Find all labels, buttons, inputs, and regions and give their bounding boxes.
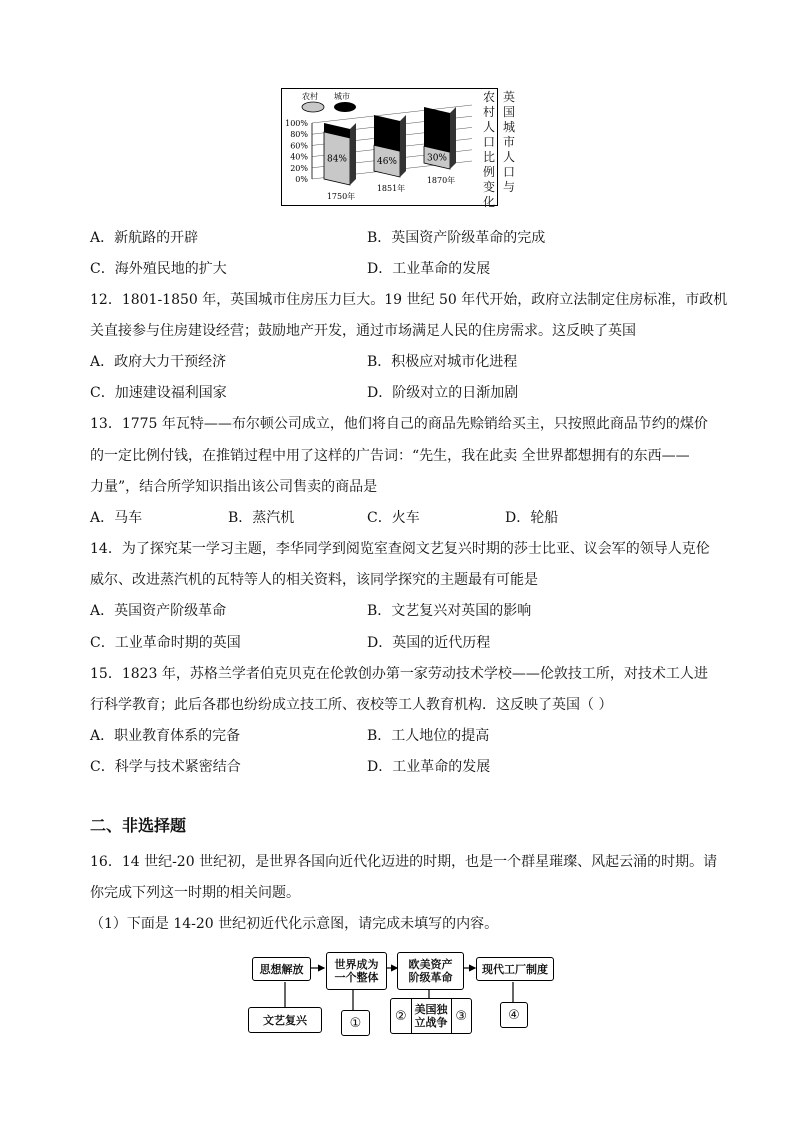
chart-title-col1: 英国城市人口与 — [503, 90, 516, 194]
diagram-box-thought-liberation: 思想解放 — [252, 957, 311, 981]
section-title: 二、非选择题 — [90, 816, 187, 835]
q12-option-a[interactable]: A．政府大力干预经济 — [90, 354, 227, 370]
q13-option-a[interactable]: A．马车 — [90, 510, 143, 526]
q14-option-a[interactable]: A．英国资产阶级革命 — [90, 603, 227, 619]
diagram-group-revolutions — [390, 998, 472, 1034]
q14-stem-line1: 14．为了探究某一学习主题，李华同学到阅览室查阅文艺复兴时期的莎士比亚、议会军的领导人克伦 — [90, 541, 710, 557]
q12-stem-line2: 关直接参与住房建设经营；鼓励地产开发，通过市场满足人民的住房需求。这反映了英国 — [90, 323, 636, 339]
diagram-blank-2[interactable]: ② — [395, 1008, 407, 1024]
q14-option-c[interactable]: C．工业革命时期的英国 — [90, 635, 241, 651]
diagram-box-renaissance: 文艺复兴 — [248, 1007, 322, 1033]
legend-rural-label: 农村 — [302, 92, 318, 101]
diagram-box-american-independence: 美国独 立战争 — [411, 999, 452, 1033]
urban-rural-population-chart — [281, 88, 498, 206]
x-category-label-2: 1870年 — [426, 176, 456, 185]
q14-stem-line2: 威尔、改进蒸汽机的瓦特等人的相关资料，该同学探究的主题最有可能是 — [90, 572, 538, 588]
q13-option-b[interactable]: B．蒸汽机 — [228, 510, 295, 526]
q12-option-b[interactable]: B．积极应对城市化进程 — [367, 354, 518, 370]
q11-option-b[interactable]: B．英国资产阶级革命的完成 — [367, 230, 546, 246]
y-tick-label: 100% — [285, 119, 308, 128]
y-tick-label: 60% — [290, 141, 308, 151]
y-tick-label: 40% — [290, 152, 308, 162]
q13-stem-line3: 力量”，结合所学知识指出该公司售卖的商品是 — [90, 479, 378, 495]
legend-urban-swatch — [334, 102, 356, 112]
q13-option-d[interactable]: D．轮船 — [505, 510, 559, 526]
q15-option-a[interactable]: A．职业教育体系的完备 — [90, 728, 241, 744]
q12-option-d[interactable]: D．阶级对立的日渐加剧 — [367, 385, 519, 401]
q13-stem-line1: 13．1775 年瓦特——布尔顿公司成立，他们将自己的商品先赊销给买主，只按照此商品节约的煤价 — [90, 416, 708, 432]
y-tick-label: 20% — [290, 163, 308, 173]
legend-rural-swatch — [302, 102, 324, 112]
x-category-label-1: 1851年 — [376, 184, 406, 193]
q14-option-b[interactable]: B．文艺复兴对英国的影响 — [367, 603, 532, 619]
q15-stem-line1: 15．1823 年，苏格兰学者伯克贝克在伦敦创办第一家劳动技术学校——伦敦技工所，对技术工人进 — [90, 666, 708, 682]
diagram-box-bourgeois-revolution: 欧美资产 阶级革命 — [397, 952, 464, 990]
x-category-label-0: 1750年 — [326, 192, 356, 201]
bar-value-label-0: 84% — [326, 154, 348, 165]
q15-option-c[interactable]: C．科学与技术紧密结合 — [90, 759, 241, 775]
q15-stem-line2: 行科学教育；此后各郡也纷纷成立技工所、夜校等工人教育机构．这反映了英国（ ） — [90, 697, 613, 713]
diagram-box-modern-factory: 现代工厂制度 — [476, 957, 554, 981]
q12-option-c[interactable]: C．加速建设福利国家 — [90, 385, 227, 401]
q13-option-c[interactable]: C．火车 — [367, 510, 420, 526]
q11-option-a[interactable]: A．新航路的开辟 — [90, 230, 199, 246]
chart-title-col2: 农村人口比例变化 — [483, 90, 496, 209]
y-tick-label: 0% — [295, 175, 308, 184]
q16-stem-line1: 16．14 世纪-20 世纪初，是世界各国向近代化迈进的时期，也是一个群星璀璨、风起云涌的时期。请 — [90, 854, 718, 870]
diagram-blank-1[interactable]: ① — [341, 1010, 370, 1036]
chart-svg — [282, 89, 499, 207]
q11-option-d[interactable]: D．工业革命的发展 — [367, 261, 491, 277]
bar-side-0 — [350, 123, 356, 185]
q14-option-d[interactable]: D．英国的近代历程 — [367, 635, 491, 651]
bar-side-2 — [450, 107, 456, 169]
q16-subquestion-1: （1）下面是 14-20 世纪初近代化示意图，请完成未填写的内容。 — [90, 916, 499, 932]
q15-option-b[interactable]: B．工人地位的提高 — [367, 728, 490, 744]
q12-stem-line1: 12．1801-1850 年，英国城市住房压力巨大。19 世纪 50 年代开始，政府立法制定住房标准，市政机 — [90, 292, 728, 308]
legend-urban-label: 城市 — [334, 92, 350, 101]
diagram-box-world-integration: 世界成为 一个整体 — [326, 952, 387, 990]
diagram-blank-4[interactable]: ④ — [500, 1002, 528, 1028]
q15-option-d[interactable]: D．工业革命的发展 — [367, 759, 491, 775]
q13-stem-line2: 的一定比例付钱，在推销过程中用了这样的广告词：“先生，我在此卖 全世界都想拥有的东西—— — [90, 448, 690, 464]
diagram-blank-3[interactable]: ③ — [455, 1008, 467, 1024]
q11-option-c[interactable]: C．海外殖民地的扩大 — [90, 261, 227, 277]
bar-urban-2 — [424, 107, 450, 152]
q16-stem-line2: 你完成下列这一时期的相关问题。 — [90, 885, 300, 901]
bar-side-1 — [400, 115, 406, 177]
bar-value-label-1: 46% — [376, 157, 398, 168]
bar-value-label-2: 30% — [426, 153, 448, 164]
y-tick-label: 80% — [290, 130, 308, 140]
